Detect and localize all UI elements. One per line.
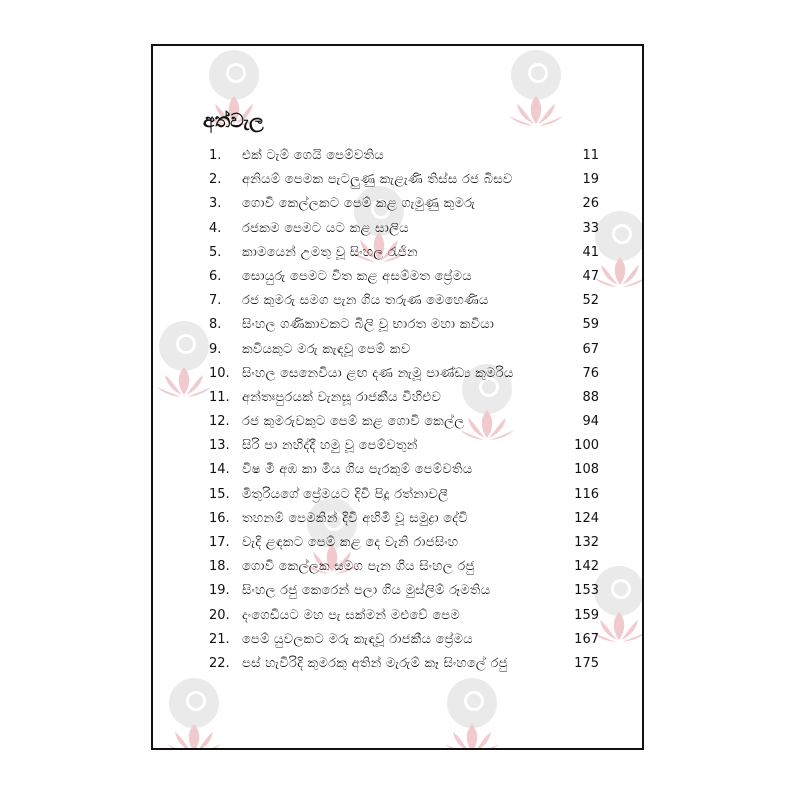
- toc-entry: [209, 483, 599, 507]
- toc-entry: [209, 265, 599, 289]
- toc-entry-page: 67: [582, 341, 599, 357]
- toc-entry-title: සොයුරු පෙමට විත කළ අසම්මත ප්‍රේමය: [242, 268, 472, 284]
- toc-entry: [209, 241, 599, 265]
- toc-entry-page: 52: [582, 293, 599, 309]
- toc-entry-number: 20.: [209, 607, 230, 623]
- toc-entry-page: 88: [582, 389, 599, 405]
- toc-entry-title: සිංහල සෙනෙවියා ළඟ දණ නැමූ පාණ්ඩ්‍ය කුමරිය: [242, 365, 514, 381]
- toc-entry: [209, 434, 599, 458]
- toc-entry-page: 76: [582, 365, 599, 381]
- toc-entry-title: අනියම් පෙමක පැටලුණු කැළැණි තිස්ස රජ බිසව: [242, 172, 513, 188]
- toc-entry-number: 1.: [209, 148, 222, 163]
- toc-entry-page: 59: [582, 317, 599, 333]
- page-heading: අත්වැල: [203, 110, 264, 132]
- toc-entry: [209, 579, 599, 603]
- watermark-logo: [155, 321, 213, 401]
- toc-entry-title: මිතුරියගේ ප්‍රේමයට දිවි පිදූ රත්නාවලී: [242, 486, 449, 502]
- toc-entry-number: 2.: [209, 172, 222, 188]
- toc-entry-title: සිරි පා නහිද්දී හමු වූ පෙම්වතුන්: [242, 438, 418, 454]
- toc-entry: [209, 604, 599, 628]
- toc-entry: [209, 362, 599, 386]
- toc-entry: [209, 144, 599, 168]
- toc-entry-title: වැදි ළඳකට පෙම් කළ දෙ වැනි රාජසිංහ: [242, 535, 459, 550]
- toc-entry-number: 18.: [209, 559, 230, 575]
- toc-entry: [209, 555, 599, 579]
- toc-entry-title: රජ කුමරුවකුට පෙම් කළ ගොවි කෙල්ල: [242, 414, 465, 430]
- book-page: [151, 44, 644, 750]
- toc-entry-page: 142: [574, 559, 599, 575]
- toc-entry: [209, 192, 599, 216]
- toc-entry-title: දංගෙඩියට මහ පැ සක්මන් මළුවේ පෙම: [242, 607, 460, 623]
- toc-entry-title: රජ කුමරු සමග පැන ගිය තරුණ මෙහෙණිය: [242, 293, 489, 309]
- toc-entry-page: 11: [582, 148, 599, 163]
- toc-entry-page: 175: [574, 655, 599, 671]
- toc-entry-page: 19: [582, 172, 599, 188]
- toc-entry-page: 100: [574, 438, 599, 454]
- toc-entry: [209, 217, 599, 241]
- toc-entry-page: 26: [582, 196, 599, 212]
- toc-entry-title: ගොවි කෙල්ලකට පෙම් කළ ගැමුණු කුමරු: [242, 196, 476, 212]
- toc-entry-title: ගොවි කෙල්ලක සමග පැන ගිය සිංහල රජු: [242, 559, 475, 575]
- toc-entry-number: 14.: [209, 462, 230, 478]
- toc-entry: [209, 338, 599, 362]
- toc-entry-number: 15.: [209, 486, 230, 502]
- toc-entry-number: 3.: [209, 196, 222, 212]
- toc-entry-page: 167: [574, 631, 599, 647]
- toc-entry-page: 47: [582, 268, 599, 284]
- toc-entry-number: 13.: [209, 438, 230, 454]
- toc-entry-title: තහනම් පෙමකින් දිවි අහිමි වූ සමුද්‍රා දේවි: [242, 510, 468, 526]
- watermark-logo: [165, 678, 223, 750]
- toc-entry-number: 4.: [209, 220, 222, 236]
- toc-entry-number: 7.: [209, 293, 222, 309]
- toc-entry-number: 6.: [209, 268, 222, 284]
- toc-entry: [209, 168, 599, 192]
- watermark-logo: [507, 50, 565, 130]
- toc-entry-page: 94: [582, 414, 599, 430]
- toc-entry-number: 21.: [209, 631, 230, 647]
- toc-entry-number: 5.: [209, 244, 222, 260]
- toc-entry-page: 116: [574, 486, 599, 502]
- toc-entry-page: 33: [582, 220, 599, 236]
- watermark-logo: [443, 678, 501, 750]
- toc-entry-number: 11.: [209, 389, 230, 405]
- toc-entry-number: 12.: [209, 414, 230, 430]
- toc-entry-page: 108: [574, 462, 599, 478]
- toc-entry-title: පෙම් යුවලකට මරු කැඳවූ රාජකීය ප්‍රේමය: [242, 631, 473, 647]
- toc-entry-title: කවියකුට මරු කැඳවූ පෙම් කව: [242, 341, 411, 357]
- toc-entry: [209, 386, 599, 410]
- toc-entry-title: සිංහල ගණිකාවකට බිලි වූ භාරත මහා කවියා: [242, 317, 495, 333]
- toc-entry-page: 159: [574, 607, 599, 623]
- toc-entry-title: පස් හැවිරිදි කුමරකු අතින් මැරුම් කෑ සිංහලේ රජු: [242, 655, 508, 671]
- toc-entry-number: 9.: [209, 341, 222, 357]
- toc-entry: [209, 507, 599, 531]
- toc-entry-number: 22.: [209, 655, 230, 671]
- toc-entry-number: 17.: [209, 535, 230, 550]
- toc-entry-number: 8.: [209, 317, 222, 333]
- toc-entry-title: එක් ටැම් ගෙයි පෙම්වතිය: [242, 148, 385, 163]
- toc-entry-number: 10.: [209, 365, 230, 381]
- toc-entry-title: සිංහල රජු කෙරෙන් පලා ගිය මුස්ලිම් රූමතිය: [242, 583, 491, 599]
- toc-entry: [209, 652, 599, 676]
- toc-entry-page: 41: [582, 244, 599, 260]
- toc-entry: [209, 531, 599, 555]
- toc-entry-number: 16.: [209, 510, 230, 526]
- table-of-contents: [209, 144, 599, 676]
- toc-entry-title: විෂ මී අඹ කා මිය ගිය පැරකුම් පෙම්වතිය: [242, 462, 473, 478]
- toc-entry: [209, 410, 599, 434]
- toc-entry-number: 19.: [209, 583, 230, 599]
- toc-entry: [209, 313, 599, 337]
- toc-entry-title: අන්තඃපුරයක් වැනසූ රාජකීය විහිළුව: [242, 389, 442, 405]
- toc-entry-page: 153: [574, 583, 599, 599]
- toc-entry: [209, 458, 599, 482]
- toc-entry-title: රජකම පෙමට යට කළ සාලිය: [242, 220, 409, 236]
- toc-entry-page: 124: [574, 510, 599, 526]
- toc-entry-page: 132: [574, 535, 599, 550]
- toc-entry: [209, 289, 599, 313]
- toc-entry-title: කාමයෙන් උමතු වූ සිංහල රැජින: [242, 244, 418, 260]
- toc-entry: [209, 628, 599, 652]
